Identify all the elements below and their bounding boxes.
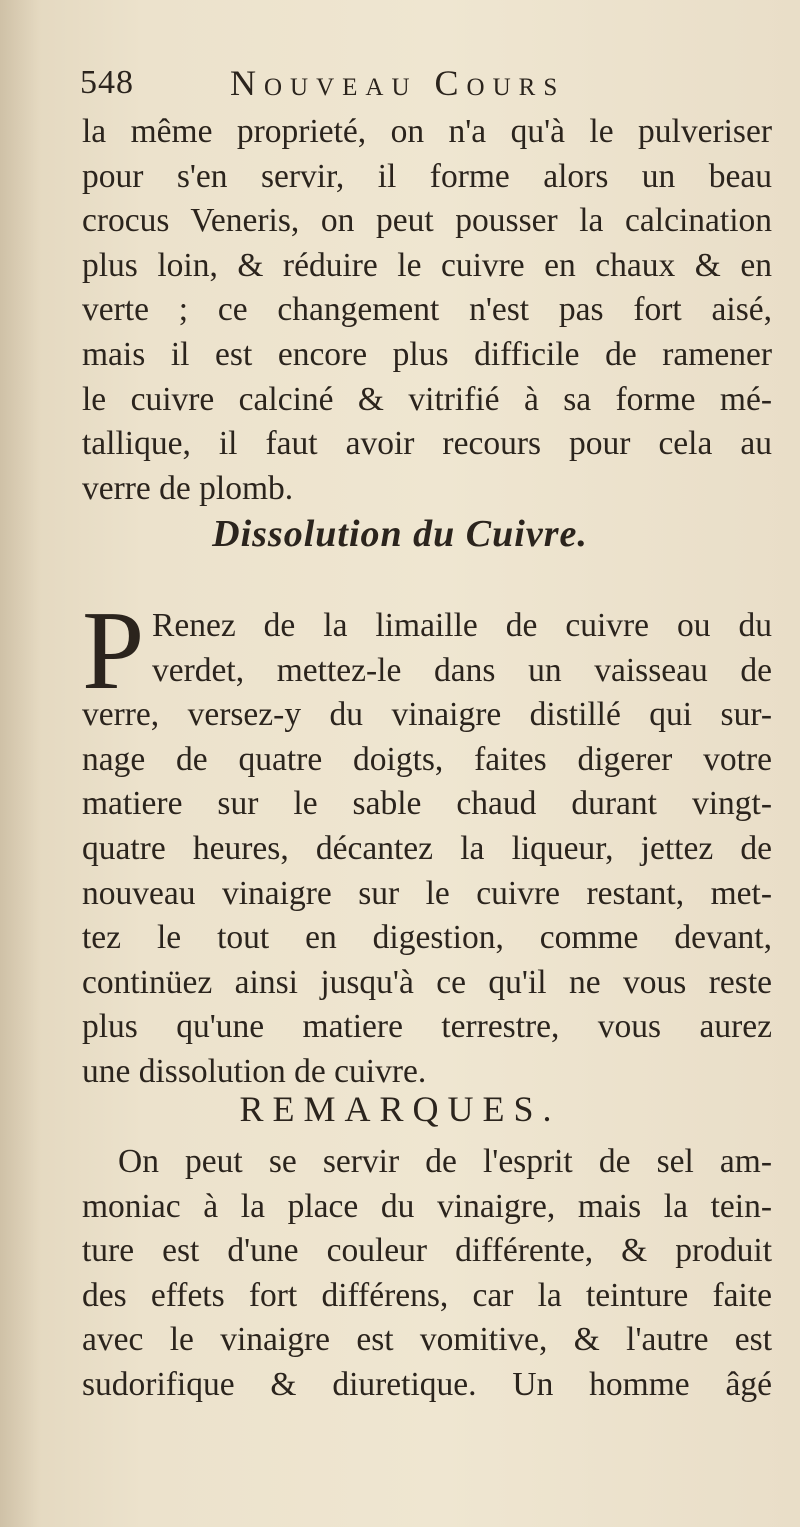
text-line: plus qu'une matiere terrestre, vous aurez <box>82 1008 772 1046</box>
text-line: verre de plomb. <box>82 469 294 507</box>
text-line: On peut se servir de l'esprit de sel am- <box>118 1143 772 1180</box>
page-number: 548 <box>80 64 134 101</box>
text-line: crocus Veneris, on peut pousser la calcination <box>82 202 772 240</box>
paragraph-2 <box>82 589 772 1095</box>
section-heading: Dissolution du Cuivre. <box>212 513 588 555</box>
text-line: matiere sur le sable chaud durant vingt- <box>82 785 772 823</box>
paragraph-3 <box>82 1140 772 1408</box>
drop-cap: P <box>82 589 145 713</box>
text-line: sudorifique & diuretique. Un homme âgé <box>82 1365 772 1403</box>
text-line: nage de quatre doigts, faites digerer votre <box>82 740 772 778</box>
remarques-heading: REMARQUES. <box>239 1089 561 1129</box>
text-line: ture est d'une couleur différente, & produit <box>82 1232 772 1270</box>
text-line: continüez ainsi jusqu'à ce qu'il ne vous reste <box>82 963 772 1001</box>
text-line: Renez de la limaille de cuivre ou du <box>152 607 772 644</box>
text-line: une dissolution de cuivre. <box>82 1052 427 1090</box>
text-line: tez le tout en digestion, comme devant, <box>82 919 772 957</box>
paragraph-1 <box>82 110 772 511</box>
text-line: plus loin, & réduire le cuivre en chaux & en <box>82 246 772 284</box>
binding-shadow <box>0 0 40 1527</box>
text-line: avec le vinaigre est vomitive, & l'autre est <box>82 1321 772 1359</box>
text-line: le cuivre calciné & vitrifié à sa forme mé- <box>82 380 772 418</box>
text-line: pour s'en servir, il forme alors un beau <box>82 157 772 195</box>
text-line: quatre heures, décantez la liqueur, jettez de <box>82 829 772 867</box>
text-line: tallique, il faut avoir recours pour cela au <box>82 425 772 463</box>
text-line: verre, versez-y du vinaigre distillé qui sur- <box>82 696 772 734</box>
text-line: des effets fort différens, car la teinture faite <box>82 1276 772 1314</box>
page-header <box>80 62 780 112</box>
running-head: Nouveau Cours <box>230 63 566 103</box>
text-line: verdet, mettez-le dans un vaisseau de <box>152 651 772 689</box>
text-line: mais il est encore plus difficile de ramener <box>82 335 772 373</box>
text-line: nouveau vinaigre sur le cuivre restant, met- <box>82 874 772 912</box>
text-line: verte ; ce changement n'est pas fort aisé, <box>82 291 772 329</box>
text-line: moniac à la place du vinaigre, mais la tein- <box>82 1187 772 1225</box>
text-line: la même proprieté, on n'a qu'à le pulveriser <box>82 113 772 150</box>
